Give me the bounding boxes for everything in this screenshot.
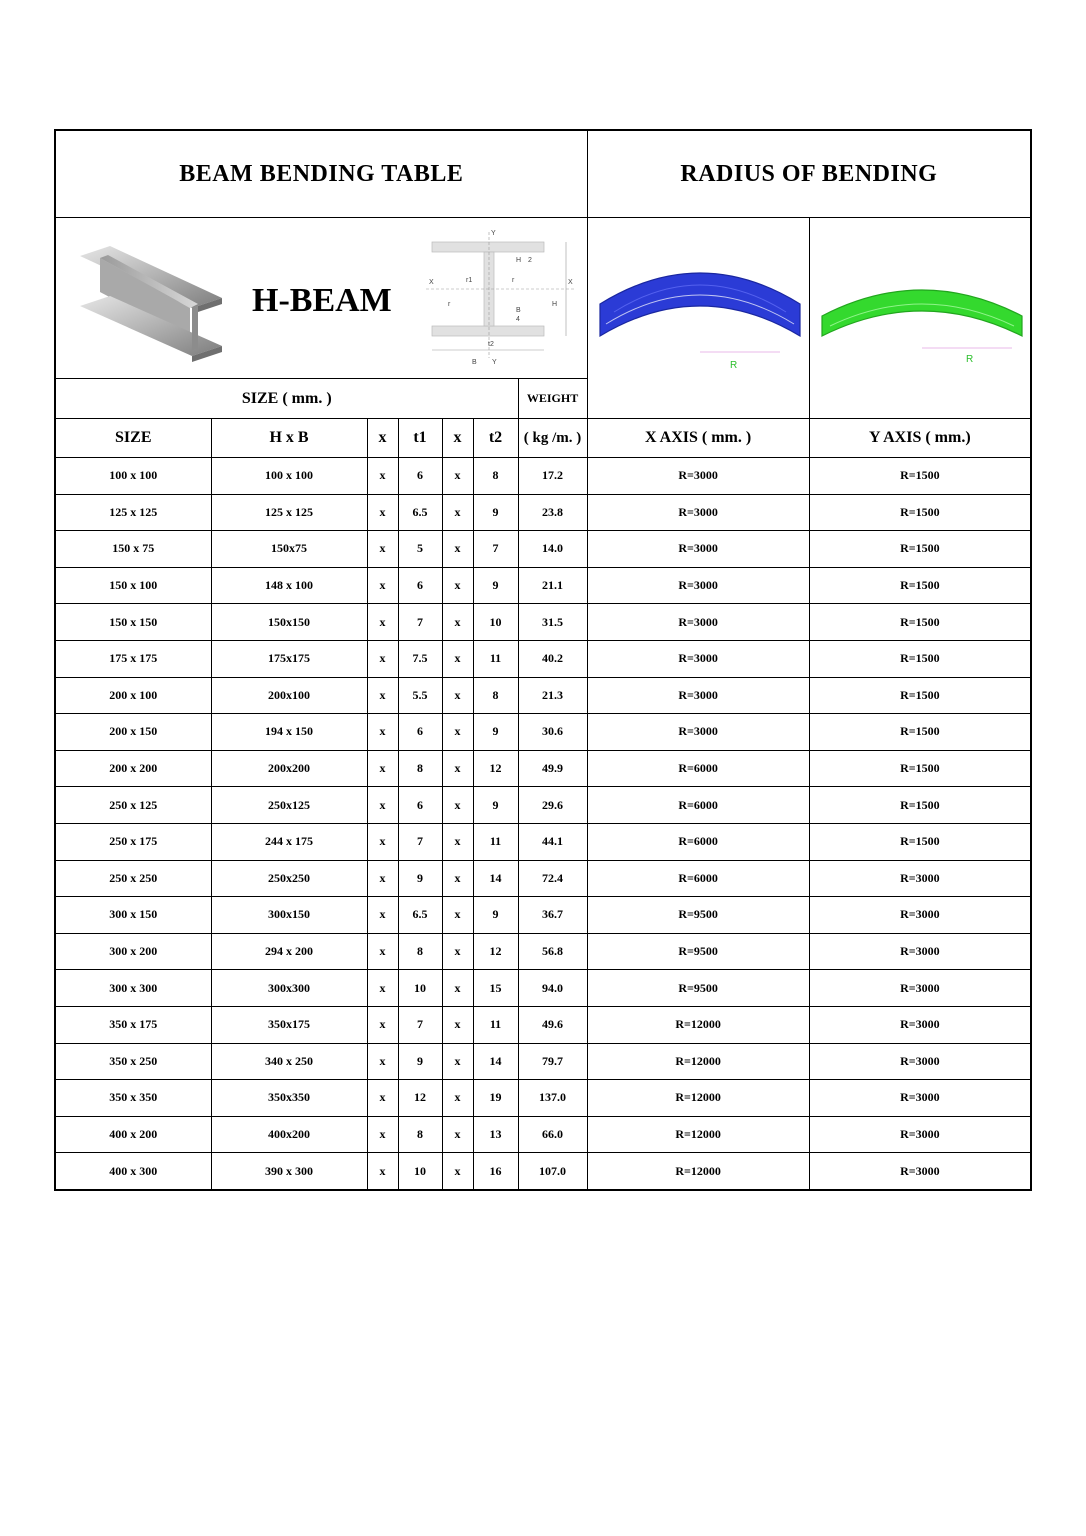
- cell-x1: x: [367, 1043, 398, 1080]
- cell-y-axis: R=1500: [809, 494, 1031, 531]
- cell-x-axis: R=3000: [587, 677, 809, 714]
- cell-weight: 107.0: [518, 1153, 587, 1190]
- cell-x-axis: R=6000: [587, 750, 809, 787]
- cell-t2: 8: [473, 458, 518, 495]
- col-x2: x: [442, 419, 473, 458]
- table-row: [55, 750, 1031, 787]
- h-beam-3d-icon: [70, 242, 230, 362]
- table-row: [55, 714, 1031, 751]
- cell-x-axis: R=3000: [587, 604, 809, 641]
- cell-hxb: 100 x 100: [211, 458, 367, 495]
- cell-x1: x: [367, 567, 398, 604]
- table-row: [55, 1006, 1031, 1043]
- cell-x1: x: [367, 970, 398, 1007]
- cell-size: 350 x 250: [55, 1043, 211, 1080]
- cell-y-axis: R=1500: [809, 787, 1031, 824]
- cell-x-axis: R=12000: [587, 1116, 809, 1153]
- cell-t2: 19: [473, 1080, 518, 1117]
- cell-t2: 11: [473, 1006, 518, 1043]
- cell-x2: x: [442, 1043, 473, 1080]
- cell-size: 200 x 100: [55, 677, 211, 714]
- table-row: [55, 897, 1031, 934]
- cell-size: 250 x 250: [55, 860, 211, 897]
- cell-t1: 9: [398, 1043, 442, 1080]
- svg-text:Y: Y: [492, 359, 497, 366]
- cell-t2: 12: [473, 750, 518, 787]
- svg-text:2: 2: [528, 257, 532, 264]
- cell-x-axis: R=9500: [587, 897, 809, 934]
- cell-y-axis: R=3000: [809, 970, 1031, 1007]
- cell-y-axis: R=1500: [809, 567, 1031, 604]
- svg-text:B: B: [472, 359, 477, 366]
- table-row: [55, 531, 1031, 568]
- cell-size: 150 x 150: [55, 604, 211, 641]
- cell-x-axis: R=9500: [587, 970, 809, 1007]
- cell-weight: 36.7: [518, 897, 587, 934]
- cell-t2: 11: [473, 823, 518, 860]
- svg-text:B: B: [516, 307, 521, 314]
- cell-hxb: 300x150: [211, 897, 367, 934]
- cell-x-axis: R=3000: [587, 640, 809, 677]
- cell-x2: x: [442, 750, 473, 787]
- cell-y-axis: R=1500: [809, 714, 1031, 751]
- cell-x-axis: R=6000: [587, 787, 809, 824]
- cell-t1: 7: [398, 604, 442, 641]
- table-row: [55, 604, 1031, 641]
- cell-weight: 137.0: [518, 1080, 587, 1117]
- cell-x-axis: R=9500: [587, 933, 809, 970]
- cell-size: 400 x 200: [55, 1116, 211, 1153]
- cell-x1: x: [367, 677, 398, 714]
- cell-t2: 9: [473, 897, 518, 934]
- table-row: [55, 1043, 1031, 1080]
- cell-y-axis: R=3000: [809, 897, 1031, 934]
- cross-section-diagram-icon: [426, 226, 586, 370]
- cell-weight: 79.7: [518, 1043, 587, 1080]
- cell-t2: 14: [473, 1043, 518, 1080]
- x-axis-bend-cell: [587, 218, 809, 419]
- cell-y-axis: R=1500: [809, 750, 1031, 787]
- cell-x1: x: [367, 1116, 398, 1153]
- svg-text:R: R: [965, 354, 973, 365]
- product-name: H-BEAM: [252, 282, 392, 319]
- cell-x2: x: [442, 1080, 473, 1117]
- cell-x1: x: [367, 1080, 398, 1117]
- cell-y-axis: R=3000: [809, 1116, 1031, 1153]
- cell-t1: 5: [398, 531, 442, 568]
- cell-y-axis: R=1500: [809, 531, 1031, 568]
- cell-weight: 23.8: [518, 494, 587, 531]
- cell-weight: 31.5: [518, 604, 587, 641]
- cell-x2: x: [442, 897, 473, 934]
- cell-t1: 6: [398, 714, 442, 751]
- cell-t1: 10: [398, 970, 442, 1007]
- cell-weight: 30.6: [518, 714, 587, 751]
- cell-hxb: 200x200: [211, 750, 367, 787]
- cell-t1: 6: [398, 567, 442, 604]
- cell-weight: 29.6: [518, 787, 587, 824]
- cell-x2: x: [442, 787, 473, 824]
- cell-hxb: 250x250: [211, 860, 367, 897]
- cell-x2: x: [442, 970, 473, 1007]
- cell-x1: x: [367, 750, 398, 787]
- cell-y-axis: R=3000: [809, 860, 1031, 897]
- cell-t1: 8: [398, 1116, 442, 1153]
- cell-x2: x: [442, 1006, 473, 1043]
- x-axis-bend-icon: [594, 264, 806, 374]
- col-y-axis: Y AXIS ( mm.): [809, 419, 1031, 458]
- cell-y-axis: R=3000: [809, 1006, 1031, 1043]
- cell-t1: 8: [398, 933, 442, 970]
- cell-y-axis: R=1500: [809, 677, 1031, 714]
- cell-y-axis: R=1500: [809, 604, 1031, 641]
- cell-t1: 12: [398, 1080, 442, 1117]
- cell-size: 350 x 175: [55, 1006, 211, 1043]
- table-row: [55, 823, 1031, 860]
- cell-t2: 9: [473, 787, 518, 824]
- cell-x-axis: R=6000: [587, 823, 809, 860]
- cell-size: 150 x 75: [55, 531, 211, 568]
- cell-weight: 17.2: [518, 458, 587, 495]
- svg-text:H: H: [552, 301, 558, 308]
- cell-t1: 8: [398, 750, 442, 787]
- cell-t2: 11: [473, 640, 518, 677]
- cell-x1: x: [367, 714, 398, 751]
- product-illustration-cell: [55, 218, 587, 379]
- cell-weight: 44.1: [518, 823, 587, 860]
- table-row: [55, 567, 1031, 604]
- cell-size: 250 x 125: [55, 787, 211, 824]
- table-row: [55, 494, 1031, 531]
- svg-text:4: 4: [516, 316, 520, 323]
- cell-x-axis: R=3000: [587, 714, 809, 751]
- table-row: [55, 1153, 1031, 1190]
- cell-hxb: 244 x 175: [211, 823, 367, 860]
- cell-y-axis: R=1500: [809, 640, 1031, 677]
- cell-x-axis: R=3000: [587, 458, 809, 495]
- table-row: [55, 933, 1031, 970]
- cell-hxb: 150x150: [211, 604, 367, 641]
- svg-text:r: r: [512, 277, 515, 284]
- cell-x-axis: R=3000: [587, 494, 809, 531]
- cell-size: 100 x 100: [55, 458, 211, 495]
- cell-t1: 10: [398, 1153, 442, 1190]
- cell-x-axis: R=12000: [587, 1006, 809, 1043]
- cell-size: 300 x 200: [55, 933, 211, 970]
- cell-weight: 21.3: [518, 677, 587, 714]
- table-row: [55, 1080, 1031, 1117]
- cell-weight: 49.9: [518, 750, 587, 787]
- cell-hxb: 400x200: [211, 1116, 367, 1153]
- beam-bending-table: [54, 129, 1032, 1191]
- cell-x1: x: [367, 531, 398, 568]
- cell-x1: x: [367, 897, 398, 934]
- cell-size: 200 x 200: [55, 750, 211, 787]
- cell-x1: x: [367, 1006, 398, 1043]
- cell-x2: x: [442, 1116, 473, 1153]
- cell-t2: 9: [473, 494, 518, 531]
- beam-bending-sheet: [54, 129, 1030, 1191]
- cell-hxb: 390 x 300: [211, 1153, 367, 1190]
- cell-hxb: 200x100: [211, 677, 367, 714]
- weight-label: WEIGHT: [518, 379, 587, 419]
- cell-hxb: 340 x 250: [211, 1043, 367, 1080]
- cell-hxb: 350x175: [211, 1006, 367, 1043]
- cell-x1: x: [367, 640, 398, 677]
- cell-size: 175 x 175: [55, 640, 211, 677]
- cell-x-axis: R=12000: [587, 1043, 809, 1080]
- svg-text:r1: r1: [466, 277, 473, 284]
- col-x-axis: X AXIS ( mm. ): [587, 419, 809, 458]
- cell-t1: 9: [398, 860, 442, 897]
- cell-hxb: 250x125: [211, 787, 367, 824]
- cell-x1: x: [367, 458, 398, 495]
- cell-t2: 15: [473, 970, 518, 1007]
- cell-x-axis: R=12000: [587, 1080, 809, 1117]
- cell-x1: x: [367, 787, 398, 824]
- cell-y-axis: R=3000: [809, 933, 1031, 970]
- cell-x2: x: [442, 860, 473, 897]
- cell-t1: 6.5: [398, 897, 442, 934]
- y-axis-bend-cell: [809, 218, 1031, 419]
- table-row: [55, 860, 1031, 897]
- cell-t2: 8: [473, 677, 518, 714]
- cell-t1: 6: [398, 787, 442, 824]
- cell-x1: x: [367, 860, 398, 897]
- cell-weight: 21.1: [518, 567, 587, 604]
- cell-x-axis: R=3000: [587, 531, 809, 568]
- svg-text:Y: Y: [491, 230, 496, 237]
- cell-weight: 40.2: [518, 640, 587, 677]
- col-x1: x: [367, 419, 398, 458]
- table-body: [55, 458, 1031, 1190]
- svg-text:R: R: [729, 360, 737, 371]
- cell-hxb: 150x75: [211, 531, 367, 568]
- table-row: [55, 458, 1031, 495]
- table-title: BEAM BENDING TABLE: [55, 130, 587, 218]
- table-row: [55, 640, 1031, 677]
- cell-x-axis: R=6000: [587, 860, 809, 897]
- cell-t2: 9: [473, 714, 518, 751]
- cell-t2: 7: [473, 531, 518, 568]
- cell-x-axis: R=12000: [587, 1153, 809, 1190]
- cell-x2: x: [442, 677, 473, 714]
- col-t1: t1: [398, 419, 442, 458]
- cell-t1: 7.5: [398, 640, 442, 677]
- cell-hxb: 294 x 200: [211, 933, 367, 970]
- cell-y-axis: R=3000: [809, 1153, 1031, 1190]
- col-t2: t2: [473, 419, 518, 458]
- cell-y-axis: R=1500: [809, 458, 1031, 495]
- cell-y-axis: R=1500: [809, 823, 1031, 860]
- cell-x1: x: [367, 494, 398, 531]
- cell-weight: 56.8: [518, 933, 587, 970]
- cell-weight: 14.0: [518, 531, 587, 568]
- cell-hxb: 350x350: [211, 1080, 367, 1117]
- cell-x1: x: [367, 823, 398, 860]
- cell-x2: x: [442, 494, 473, 531]
- cell-size: 300 x 150: [55, 897, 211, 934]
- cell-t1: 6: [398, 458, 442, 495]
- svg-text:X: X: [568, 279, 573, 286]
- cell-y-axis: R=3000: [809, 1080, 1031, 1117]
- cell-t2: 10: [473, 604, 518, 641]
- cell-hxb: 125 x 125: [211, 494, 367, 531]
- size-mm-label: SIZE ( mm. ): [55, 379, 518, 419]
- cell-x2: x: [442, 458, 473, 495]
- svg-text:r: r: [448, 301, 451, 308]
- cell-t2: 14: [473, 860, 518, 897]
- svg-text:X: X: [429, 279, 434, 286]
- cell-x1: x: [367, 933, 398, 970]
- cell-t1: 5.5: [398, 677, 442, 714]
- cell-t2: 13: [473, 1116, 518, 1153]
- cell-y-axis: R=3000: [809, 1043, 1031, 1080]
- svg-text:H: H: [516, 257, 522, 264]
- cell-x-axis: R=3000: [587, 567, 809, 604]
- cell-size: 200 x 150: [55, 714, 211, 751]
- cell-x2: x: [442, 714, 473, 751]
- cell-weight: 49.6: [518, 1006, 587, 1043]
- cell-t1: 7: [398, 823, 442, 860]
- cell-size: 250 x 175: [55, 823, 211, 860]
- cell-t1: 6.5: [398, 494, 442, 531]
- cell-t2: 9: [473, 567, 518, 604]
- cell-t2: 16: [473, 1153, 518, 1190]
- table-row: [55, 1116, 1031, 1153]
- cell-x2: x: [442, 604, 473, 641]
- table-row: [55, 677, 1031, 714]
- cell-size: 400 x 300: [55, 1153, 211, 1190]
- cell-weight: 72.4: [518, 860, 587, 897]
- table-row: [55, 787, 1031, 824]
- y-axis-bend-icon: [816, 276, 1028, 376]
- cell-size: 300 x 300: [55, 970, 211, 1007]
- cell-size: 125 x 125: [55, 494, 211, 531]
- cell-hxb: 148 x 100: [211, 567, 367, 604]
- cell-x2: x: [442, 567, 473, 604]
- cell-x2: x: [442, 640, 473, 677]
- cell-x1: x: [367, 1153, 398, 1190]
- cell-weight: 66.0: [518, 1116, 587, 1153]
- cell-t1: 7: [398, 1006, 442, 1043]
- cell-hxb: 194 x 150: [211, 714, 367, 751]
- col-size: SIZE: [55, 419, 211, 458]
- cell-size: 350 x 350: [55, 1080, 211, 1117]
- cell-hxb: 175x175: [211, 640, 367, 677]
- cell-x2: x: [442, 933, 473, 970]
- col-kg: ( kg /m. ): [518, 419, 587, 458]
- cell-hxb: 300x300: [211, 970, 367, 1007]
- svg-text:t2: t2: [488, 341, 494, 348]
- col-hxb: H x B: [211, 419, 367, 458]
- table-row: [55, 970, 1031, 1007]
- radius-title: RADIUS OF BENDING: [587, 130, 1031, 218]
- cell-x2: x: [442, 1153, 473, 1190]
- cell-t2: 12: [473, 933, 518, 970]
- cell-x2: x: [442, 823, 473, 860]
- cell-x2: x: [442, 531, 473, 568]
- cell-weight: 94.0: [518, 970, 587, 1007]
- cell-size: 150 x 100: [55, 567, 211, 604]
- cell-x1: x: [367, 604, 398, 641]
